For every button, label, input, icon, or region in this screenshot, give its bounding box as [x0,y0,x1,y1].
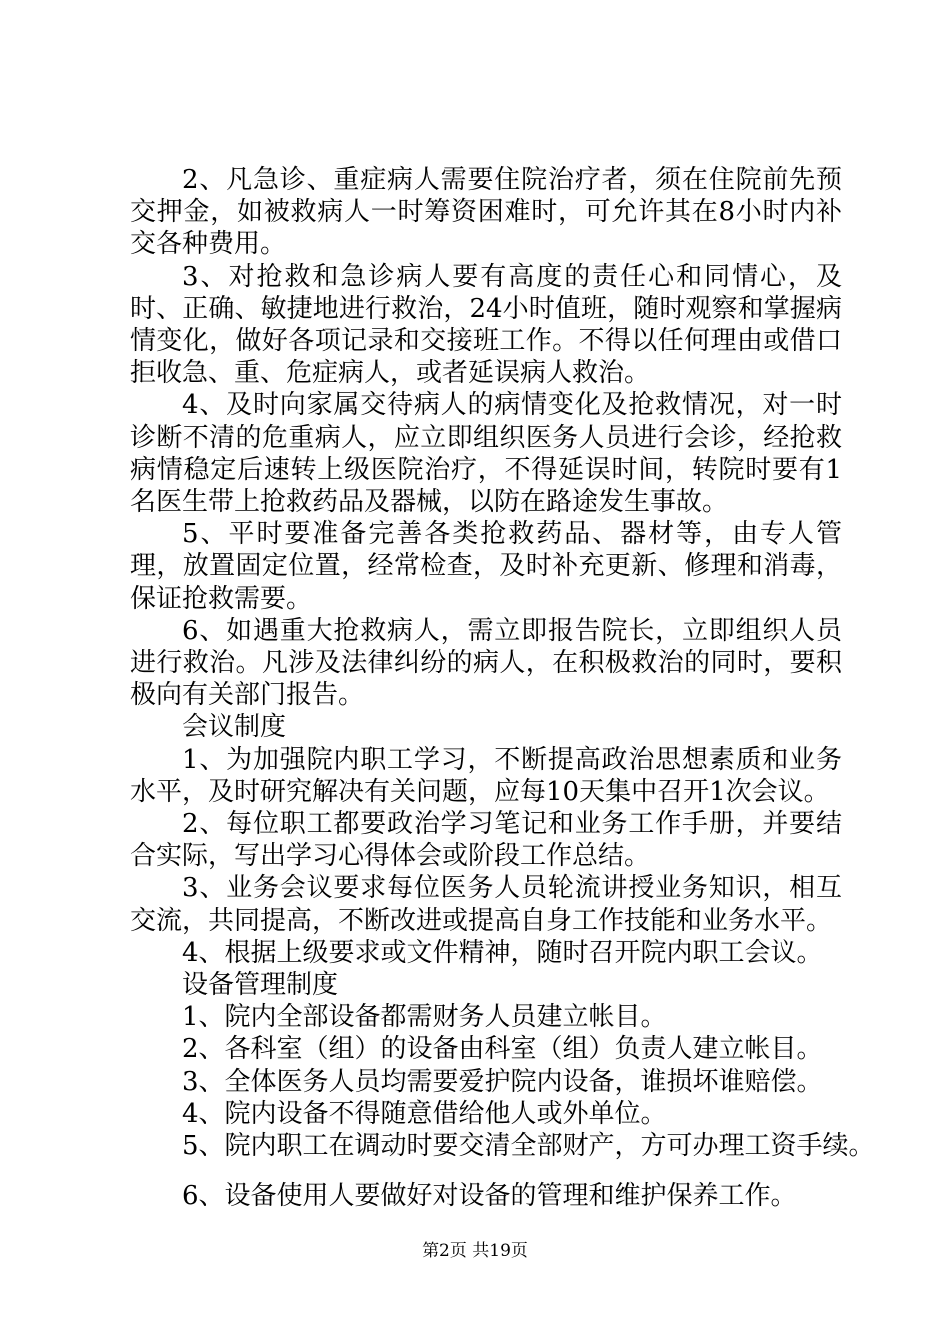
paragraph-meeting-1: 1、为加强院内职工学习，不断提高政治思想素质和业务水平，及时研究解决有关问题，应每10天集中召开1次会议。 [130,744,842,807]
paragraph-equipment-2: 2、各科室（组）的设备由科室（组）负责人建立帐目。 [182,1034,823,1065]
paragraph-meeting-3: 3、业务会议要求每位医务人员轮流讲授业务知识，相互交流，共同提高，不断改进或提高自身工作技能和业务水平。 [130,873,842,936]
paragraph-equipment-5: 5、院内职工在调动时要交清全部财产，方可办理工资手续。 [182,1131,875,1162]
paragraph-meeting-2: 2、每位职工都要政治学习笔记和业务工作手册，并要结合实际，写出学习心得体会或阶段工作总结。 [130,809,842,872]
section-heading-equipment-rules: 设备管理制度 [182,970,339,1001]
paragraph-meeting-4: 4、根据上级要求或文件精神，随时召开院内职工会议。 [182,937,823,968]
paragraph-equipment-6: 6、设备使用人要做好对设备的管理和维护保养工作。 [182,1181,797,1212]
paragraph-rescue-supplies: 5、平时要准备完善各类抢救药品、器材等，由专人管理，放置固定位置，经常检查，及时补充更新、修理和消毒，保证抢救需要。 [130,519,842,614]
paragraph-major-rescue: 6、如遇重大抢救病人，需立即报告院长，立即组织人员进行救治。凡涉及法律纠纷的病人，在积极救治的同时，要积极向有关部门报告。 [130,615,842,711]
paragraph-equipment-3: 3、全体医务人员均需要爱护院内设备，谁损坏谁赔偿。 [182,1066,823,1097]
paragraph-equipment-4: 4、院内设备不得随意借给他人或外单位。 [182,1098,667,1129]
paragraph-equipment-1: 1、院内全部设备都需财务人员建立帐目。 [182,1002,667,1033]
page-number-footer: 第2页 共19页 [422,1241,528,1261]
paragraph-family-notification: 4、及时向家属交待病人的病情变化及抢救情况，对一时诊断不清的危重病人，应立即组织医务人员进行会诊，经抢救病情稳定后速转上级医院治疗，不得延误时间，转院时要有1名医生带上抢救药品及器械，以防在路途发生事故。 [130,390,842,518]
paragraph-rescue-responsibility: 3、对抢救和急诊病人要有高度的责任心和同情心，及时、正确、敏捷地进行救治，24小时值班，随时观察和掌握病情变化，做好各项记录和交接班工作。不得以任何理由或借口拒收急、重、危症病人，或者延误病人救治。 [130,261,842,389]
paragraph-emergency-deposit: 2、凡急诊、重症病人需要住院治疗者，须在住院前先预交押金，如被救病人一时筹资困难时，可允许其在8小时内补交各种费用。 [130,165,842,260]
section-heading-meeting-rules: 会议制度 [182,712,287,743]
document-body [130,164,875,1213]
